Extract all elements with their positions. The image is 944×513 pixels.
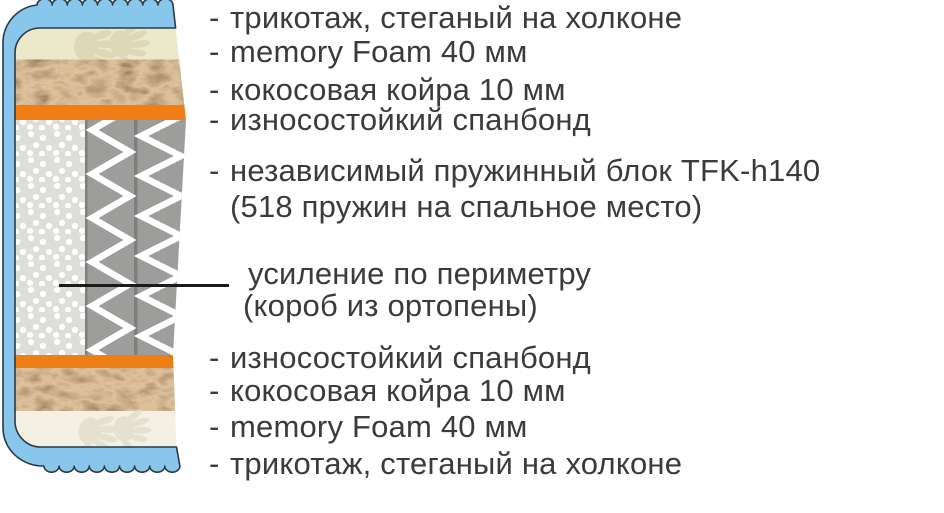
label-text: износостойкий спанбонд [230, 340, 591, 375]
mattress-diagram [0, 0, 212, 495]
layer-coir-bottom [10, 371, 200, 412]
mattress-cross-section-svg [0, 0, 212, 495]
label-spring-block-line1 [209, 153, 820, 189]
label-perimeter-line1 [243, 256, 591, 292]
label-text: кокосовая койра 10 мм [230, 373, 566, 408]
layer-coir-top [10, 62, 200, 106]
bullet-dash: - [209, 72, 220, 107]
perimeter-foam-dots [15, 120, 85, 355]
label-coir-bottom [209, 373, 566, 409]
bullet-dash: - [209, 34, 220, 69]
label-text: трикотаж, стеганый на холконе [230, 0, 683, 35]
label-memory-foam-top [209, 34, 528, 70]
bullet-dash: - [209, 373, 220, 408]
label-text: независимый пружинный блок TFK-h140 [230, 153, 821, 188]
label-text: memory Foam 40 мм [230, 409, 528, 444]
spring-divider [134, 120, 138, 355]
layer-spunbond-bottom [10, 355, 200, 371]
label-text: (518 пружин на спальное место) [230, 189, 703, 224]
label-text: memory Foam 40 мм [230, 34, 528, 69]
mattress-layers [10, 18, 200, 463]
label-text: кокосовая койра 10 мм [230, 72, 566, 107]
bullet-dash: - [209, 0, 220, 35]
label-text: износостойкий спанбонд [230, 102, 591, 137]
perimeter-pointer-line [59, 284, 229, 287]
label-spunbond-top [209, 102, 591, 138]
bullet-dash: - [209, 446, 220, 481]
label-cover-bottom [209, 446, 682, 482]
label-spunbond-bottom [209, 340, 591, 376]
bullet-dash: - [209, 409, 220, 444]
bullet-dash: - [209, 340, 220, 375]
label-spring-block-line2 [209, 189, 702, 225]
label-perimeter-line2 [243, 288, 538, 324]
bullet-dash: - [209, 153, 220, 188]
label-text: трикотаж, стеганый на холконе [230, 446, 683, 481]
label-memory-foam-bottom [209, 409, 528, 445]
label-cover-top [209, 0, 682, 36]
label-text: усиление по периметру [248, 256, 592, 291]
layer-spunbond-top [10, 105, 200, 120]
bullet-dash: - [209, 102, 220, 137]
label-text: (короб из ортопены) [243, 288, 538, 323]
